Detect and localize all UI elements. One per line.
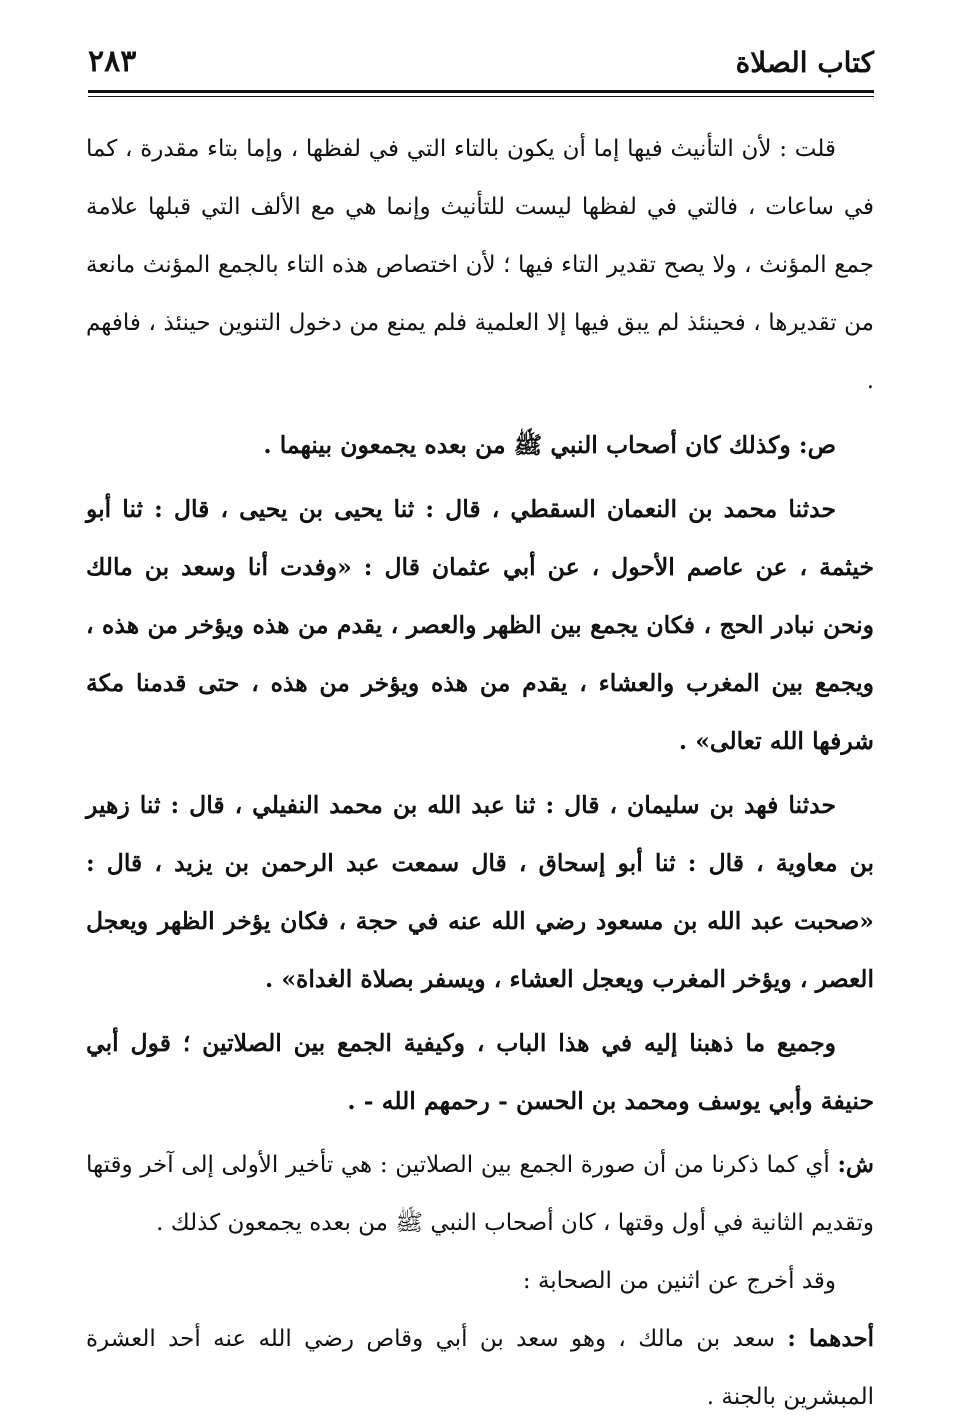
paragraph-2-label: ص: <box>798 431 836 459</box>
paragraph-1-text: قلت : لأن التأنيث فيها إما أن يكون بالتاء التي في لفظها ، وإما بتاء مقدرة ، كما في ساعات ، فالتي في لفظها ليست للتأنيث وإنما هي مع الألف التي قبلها علامة جمع المؤنث ، ولا يصح تقدير التاء فيها ؛ لأن اختصاص هذه التاء بالجمع المؤنث مانعة من تقديرها ، فحينئذ لم يبق فيها إلا العلمية فلم يمنع من دخول التنوين حينئذ ، فافهم . <box>86 136 874 394</box>
paragraph-2-text: وكذلك كان أصحاب النبي ﷺ من بعده يجمعون بينهما . <box>263 431 791 459</box>
paragraph-8-text: سعد بن مالك ، وهو سعد بن أبي وقاص رضي الله عنه أحد العشرة المبشرين بالجنة . <box>86 1326 874 1410</box>
paragraph-2 <box>86 416 874 474</box>
page-header <box>88 42 874 84</box>
paragraph-7-text: وقد أخرج عن اثنين من الصحابة : <box>522 1268 836 1294</box>
paragraph-6 <box>86 1136 874 1252</box>
paragraph-8 <box>86 1310 874 1426</box>
paragraph-4-text: حدثنا فهد بن سليمان ، قال : ثنا عبد الله بن محمد النفيلي ، قال : ثنا زهير بن معاوية ، قال : ثنا أبو إسحاق ، قال سمعت عبد الرحمن بن يزيد ، قال : «صحبت عبد الله بن مسعود رضي الله عنه في حجة ، فكان يؤخر الظهر ويعجل العصر ، ويؤخر المغرب ويعجل العشاء ، ويسفر بصلاة الغداة» . <box>86 791 874 993</box>
body-text <box>86 120 874 1426</box>
paragraph-3-text: حدثنا محمد بن النعمان السقطي ، قال : ثنا يحيى بن يحيى ، قال : ثنا أبو خيثمة ، عن عاصم الأحول ، عن أبي عثمان قال : «وفدت أنا وسعد بن مالك ونحن نبادر الحج ، فكان يجمع بين الظهر والعصر ، يقدم من هذه ويؤخر من هذه ، ويجمع بين المغرب والعشاء ، يقدم من هذه ويؤخر من هذه ، حتى قدمنا مكة شرفها الله تعالى» . <box>86 495 874 755</box>
paragraph-7 <box>86 1252 874 1310</box>
paragraph-6-text: أي كما ذكرنا من أن صورة الجمع بين الصلاتين : هي تأخير الأولى إلى آخر وقتها وتقديم الثانية في أول وقتها ، كان أصحاب النبي ﷺ من بعده يجمعون كذلك . <box>86 1152 874 1236</box>
paragraph-1 <box>86 120 874 410</box>
page-number: ٢٨٣ <box>88 44 137 79</box>
paragraph-8-label: أحدهما : <box>787 1325 874 1352</box>
paragraph-3 <box>86 480 874 770</box>
paragraph-4 <box>86 776 874 1008</box>
paragraph-6-label: ش: <box>837 1151 875 1178</box>
chapter-title: كتاب الصلاة <box>735 46 874 79</box>
header-rule-thick <box>88 90 874 93</box>
header-rule-thin <box>88 96 874 97</box>
paragraph-5-text: وجميع ما ذهبنا إليه في هذا الباب ، وكيفية الجمع بين الصلاتين ؛ قول أبي حنيفة وأبي يوسف ومحمد بن الحسن - رحمهم الله - . <box>86 1029 874 1115</box>
paragraph-5 <box>86 1014 874 1130</box>
